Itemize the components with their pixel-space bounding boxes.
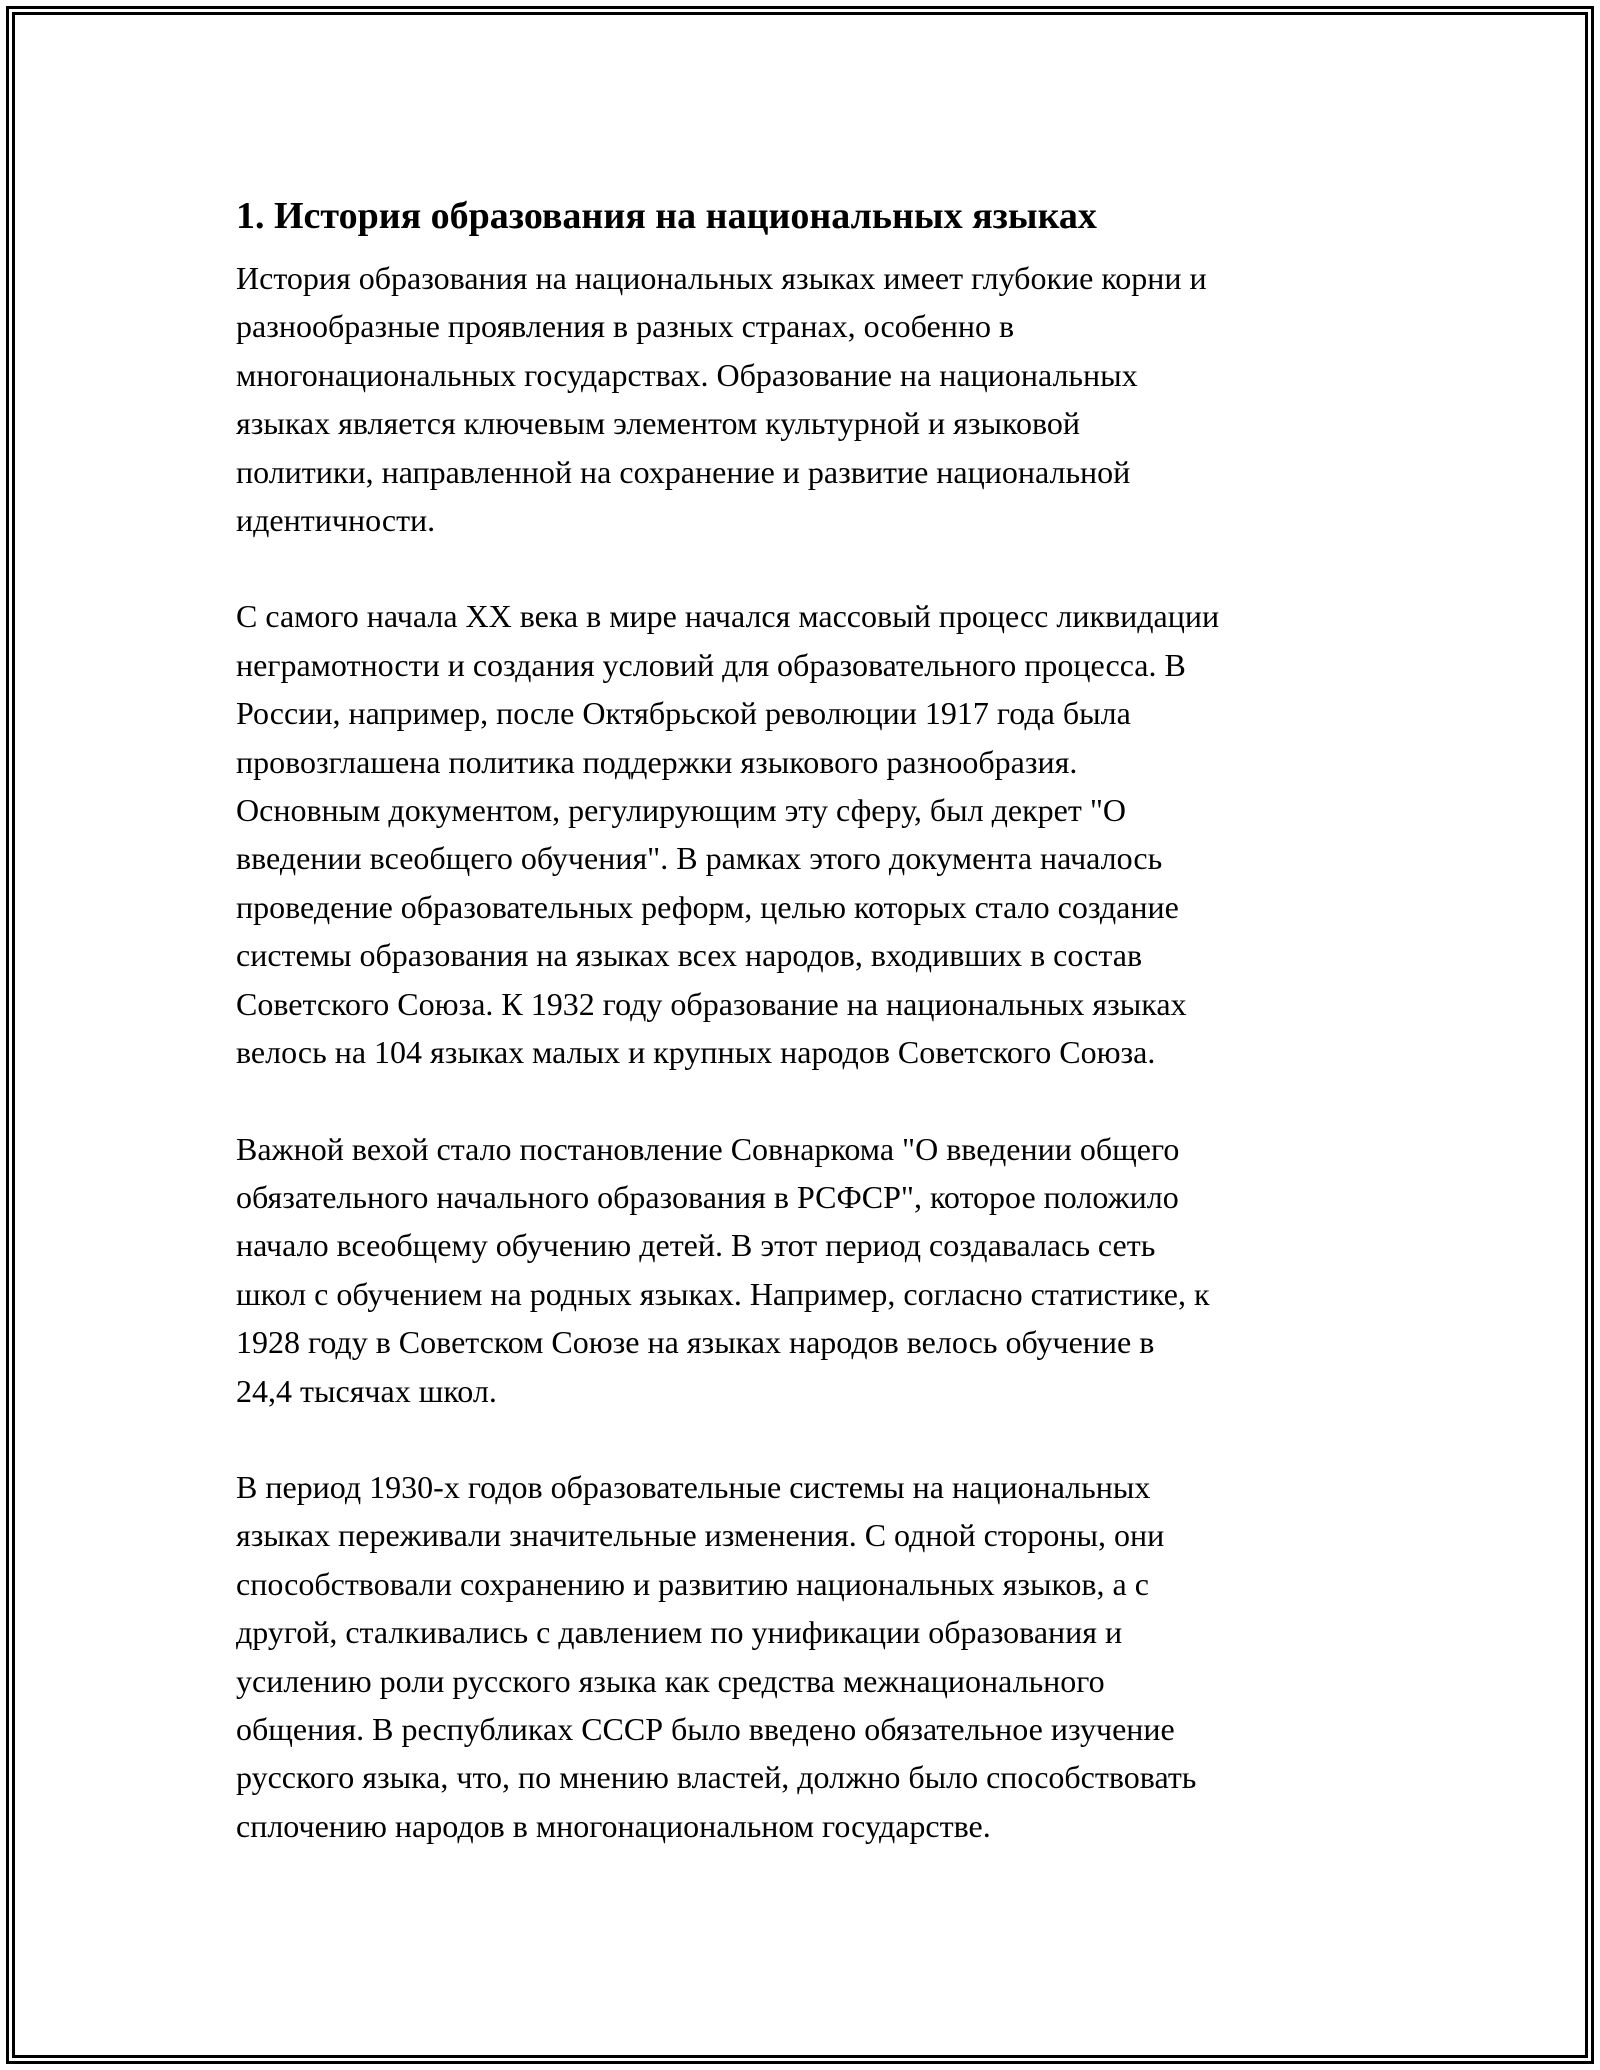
text-line: многонациональных государствах. Образование на национальных: [236, 356, 1138, 393]
paragraph-list: [236, 254, 1376, 1850]
text-line: провозглашена политика поддержки языкового разнообразия.: [236, 743, 1078, 780]
text-line: системы образования на языках всех народов, входивших в состав: [236, 937, 1143, 974]
paragraph: [236, 1125, 1376, 1415]
text-line: С самого начала XX века в мире начался массовый процесс ликвидации: [236, 598, 1220, 635]
paragraph: [236, 1463, 1376, 1850]
text-line: 24,4 тысячах школ.: [236, 1372, 497, 1409]
text-line: 1928 году в Советском Союзе на языках народов велось обучение в: [236, 1324, 1155, 1361]
text-line: Важной вехой стало постановление Совнаркома "О введении общего: [236, 1130, 1180, 1167]
text-line: введении всеобщего обучения". В рамках этого документа началось: [236, 840, 1163, 877]
text-line: другой, сталкивались с давлением по унификации образования и: [236, 1614, 1123, 1651]
text-line: обязательного начального образования в РСФСР", которое положило: [236, 1178, 1179, 1215]
text-line: языках переживали значительные изменения. С одной стороны, они: [236, 1517, 1165, 1554]
text-line: разнообразные проявления в разных странах, особенно в: [236, 308, 1015, 345]
text-line: усилению роли русского языка как средства межнационального: [236, 1662, 1105, 1699]
text-line: Советского Союза. К 1932 году образование на национальных языках: [236, 985, 1187, 1022]
text-line: Основным документом, регулирующим эту сферу, был декрет "О: [236, 792, 1127, 829]
text-line: России, например, после Октябрьской революции 1917 года была: [236, 695, 1131, 732]
text-line: общения. В республиках СССР было введено обязательное изучение: [236, 1710, 1175, 1747]
text-line: способствовали сохранению и развитию национальных языков, а с: [236, 1565, 1149, 1602]
text-line: В период 1930-х годов образовательные системы на национальных: [236, 1468, 1151, 1505]
text-line: проведение образовательных реформ, целью которых стало создание: [236, 888, 1179, 925]
text-line: История образования на национальных языках имеет глубокие корни и: [236, 260, 1207, 296]
text-line: велось на 104 языках малых и крупных народов Советского Союза.: [236, 1034, 1156, 1071]
text-line: русского языка, что, по мнению властей, должно было способствовать: [236, 1759, 1197, 1796]
text-line: языках является ключевым элементом культурной и языковой: [236, 405, 1080, 442]
section-heading: 1. История образования на национальных языках: [236, 195, 1097, 237]
text-line: идентичности.: [236, 502, 436, 539]
paragraph: [236, 254, 1376, 544]
document-body: [236, 190, 1376, 1898]
text-line: школ с обучением на родных языках. Например, согласно статистике, к: [236, 1275, 1210, 1312]
text-line: сплочению народов в многонациональном государстве.: [236, 1807, 991, 1844]
text-line: неграмотности и создания условий для образовательного процесса. В: [236, 646, 1186, 683]
text-line: политики, направленной на сохранение и развитие национальной: [236, 453, 1131, 490]
text-line: начало всеобщему обучению детей. В этот период создавалась сеть: [236, 1227, 1156, 1264]
paragraph: [236, 592, 1376, 1076]
